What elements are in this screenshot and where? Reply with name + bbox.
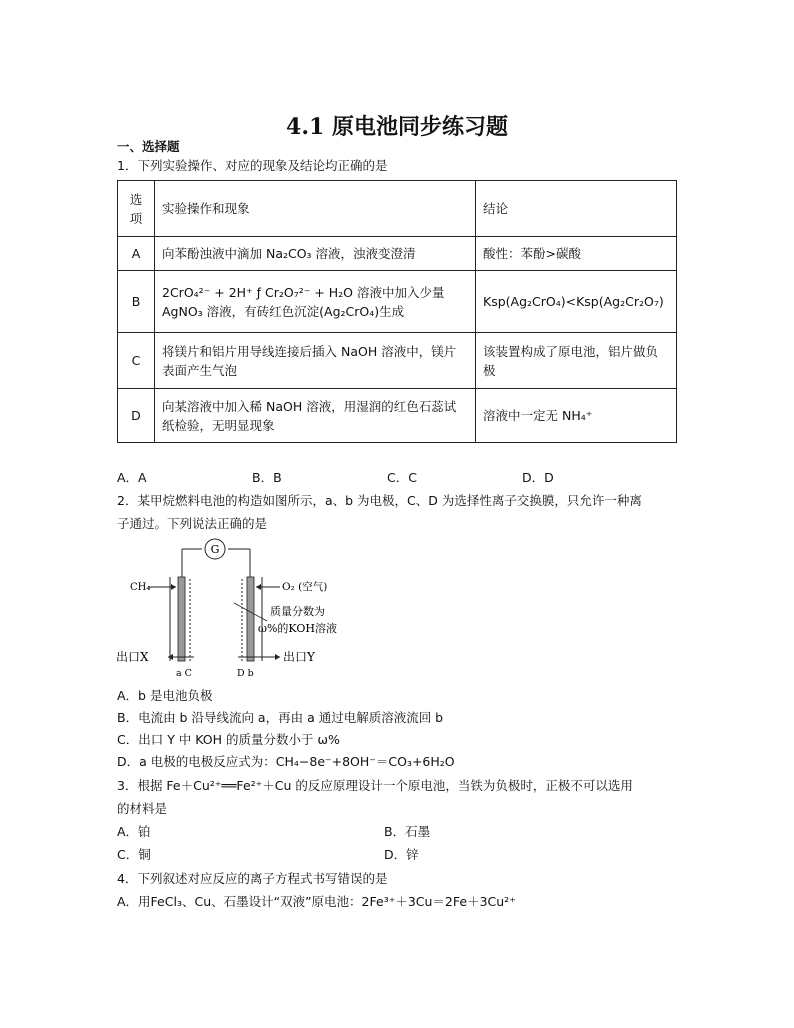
solution-label-1: 质量分数为 [270, 605, 325, 618]
question-2-choice-a: A．b 是电池负极 [117, 688, 213, 703]
ch4-label: CH₄ [130, 582, 151, 593]
header-option: 选项 [118, 181, 155, 237]
choice-a: A．铂 [117, 824, 151, 839]
row-option: B [118, 271, 155, 333]
question-2-stem-line2: 子通过。下列说法正确的是 [117, 516, 268, 531]
choice-c: C．C [387, 470, 417, 485]
galvanometer-label: G [210, 543, 220, 556]
table-row [118, 389, 677, 443]
row-operation: 向某溶液中加入稀 NaOH 溶液，用湿润的红色石蕊试纸检验，无明显现象 [155, 389, 476, 443]
row-option: A [118, 237, 155, 271]
choice-b: B．B [252, 470, 282, 485]
table-row [118, 237, 677, 271]
electrode-d-b-label: D b [237, 668, 254, 679]
fuel-cell-diagram [110, 535, 370, 680]
solution-label-2: ω%的KOH溶液 [258, 622, 337, 635]
header-conclusion: 结论 [476, 181, 677, 237]
page-title: 4.1 原电池同步练习题 [286, 114, 508, 140]
o2-label: O₂ (空气) [282, 581, 328, 593]
row-conclusion: 该装置构成了原电池，铝片做负极 [476, 333, 677, 389]
row-conclusion: 酸性：苯酚>碳酸 [476, 237, 677, 271]
outlet-y-label: 出口Y [283, 650, 315, 664]
table-row [118, 271, 677, 333]
outlet-x-label: 出口X [116, 650, 149, 664]
row-option: C [118, 333, 155, 389]
row-operation: 2CrO₄²⁻ + 2H⁺ ƒ Cr₂O₇²⁻ + H₂O 溶液中加入少量 AgNO₃ 溶液，有砖红色沉淀(Ag₂CrO₄)生成 [155, 271, 476, 333]
question-3-choices-row1 [117, 824, 430, 840]
question-3-stem-line2: 的材料是 [117, 801, 168, 816]
question-2-stem-line1: 2．某甲烷燃料电池的构造如图所示，a、b 为电极，C、D 为选择性离子交换膜，只允许一种离 [117, 493, 642, 508]
row-operation: 将镁片和铝片用导线连接后插入 NaOH 溶液中，镁片表面产生气泡 [155, 333, 476, 389]
choice-b: B．石墨 [384, 824, 431, 839]
header-operation: 实验操作和现象 [155, 181, 476, 237]
question-1-choices [117, 470, 554, 486]
choice-d: D．D [522, 470, 554, 485]
question-2-choice-d: D．a 电极的电极反应式为：CH₄−8e⁻+8OH⁻＝CO₃+6H₂O [117, 754, 455, 769]
row-conclusion: 溶液中一定无 NH₄⁺ [476, 389, 677, 443]
question-1-stem: 1．下列实验操作、对应的现象及结论均正确的是 [117, 158, 388, 173]
row-operation: 向苯酚浊液中滴加 Na₂CO₃ 溶液，浊液变澄清 [155, 237, 476, 271]
electrode-a [178, 577, 185, 661]
choice-d: D．锌 [384, 847, 419, 862]
section-heading: 一、选择题 [117, 139, 180, 154]
question-1-table [117, 180, 677, 443]
row-option: D [118, 389, 155, 443]
question-2-choice-b: B．电流由 b 沿导线流向 a，再由 a 通过电解质溶液流回 b [117, 710, 444, 725]
question-4-stem: 4．下列叙述对应反应的离子方程式书写错误的是 [117, 871, 388, 886]
question-3-choices-row2 [117, 847, 419, 863]
question-4-choice-a: A．用FeCl₃、Cu、石墨设计“双液”原电池：2Fe³⁺＋3Cu＝2Fe＋3Cu²⁺ [117, 894, 516, 909]
choice-a: A．A [117, 470, 147, 485]
electrode-b [247, 577, 254, 661]
electrode-a-c-label: a C [176, 668, 192, 679]
table-row [118, 333, 677, 389]
table-header-row [118, 181, 677, 237]
question-2-choice-c: C．出口 Y 中 KOH 的质量分数小于 ω% [117, 732, 340, 747]
row-conclusion: Ksp(Ag₂CrO₄)<Ksp(Ag₂Cr₂O₇) [476, 271, 677, 333]
question-3-stem-line1: 3．根据 Fe＋Cu²⁺══Fe²⁺＋Cu 的反应原理设计一个原电池，当铁为负极时，正极不可以选用 [117, 778, 633, 793]
choice-c: C．铜 [117, 847, 151, 862]
